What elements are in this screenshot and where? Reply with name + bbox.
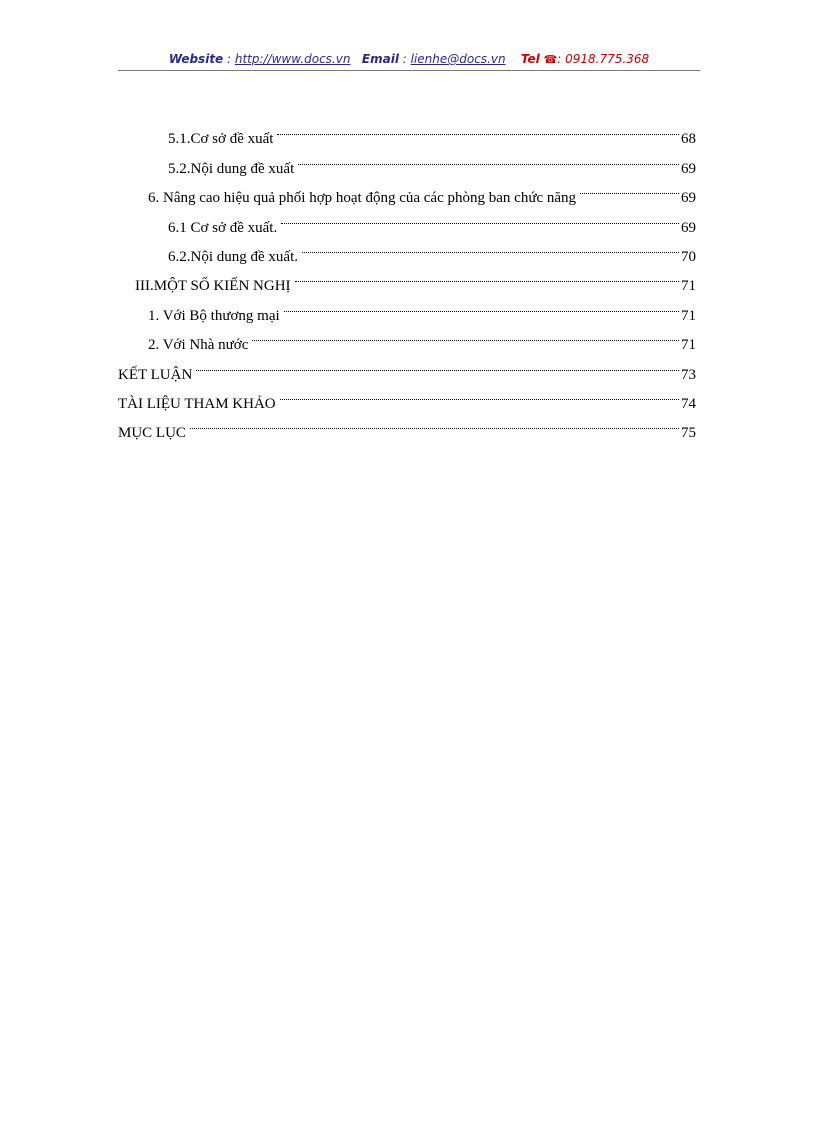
toc-entry-title: 5.2.Nội dung đề xuất xyxy=(168,160,295,177)
website-link[interactable]: http://www.docs.vn xyxy=(234,52,351,66)
toc-entry[interactable] xyxy=(118,379,696,412)
phone-icon: ☎ xyxy=(543,53,558,66)
toc-leader-dots xyxy=(295,261,679,290)
toc-entry-title: 1. Với Bộ thương mại xyxy=(148,307,280,324)
toc-leader-dots xyxy=(302,232,679,261)
toc-entry-page: 74 xyxy=(681,395,696,412)
table-of-contents xyxy=(118,114,696,442)
toc-entry[interactable] xyxy=(118,349,696,383)
toc-entry[interactable] xyxy=(118,408,696,442)
toc-entry-page: 75 xyxy=(681,425,696,442)
toc-leader-dots xyxy=(252,320,679,349)
toc-entry-page: 69 xyxy=(681,219,696,236)
toc-entry-page: 71 xyxy=(681,337,696,354)
toc-leader-dots xyxy=(298,143,679,172)
toc-entry-title: III.MỘT SỐ KIẾN NGHỊ xyxy=(135,278,291,295)
tel-label: Tel xyxy=(520,52,540,66)
toc-entry-title: 6.2.Nội dung đề xuất. xyxy=(168,248,298,265)
toc-leader-dots xyxy=(196,349,679,378)
toc-entry-title: 2. Với Nhà nước xyxy=(148,337,249,354)
toc-entry-title: TÀI LIỆU THAM KHẢO xyxy=(118,395,276,412)
toc-leader-dots xyxy=(580,173,679,202)
toc-entry-title: 6.1 Cơ sở đề xuất. xyxy=(168,219,278,236)
toc-entry-page: 68 xyxy=(681,131,696,148)
email-link[interactable]: lienhe@docs.vn xyxy=(410,52,506,66)
toc-entry[interactable] xyxy=(118,114,696,148)
toc-entry-title: 6. Nâng cao hiệu quả phối hợp hoạt động của các phòng ban chức năng xyxy=(148,190,577,207)
toc-entry-page: 71 xyxy=(681,307,696,324)
toc-entry-title: MỤC LỤC xyxy=(118,425,186,442)
toc-entry-page: 69 xyxy=(681,190,696,207)
page-header xyxy=(118,50,700,69)
email-label: Email xyxy=(361,52,399,66)
toc-entry-title: 5.1.Cơ sở đề xuất xyxy=(168,131,274,148)
toc-leader-dots xyxy=(284,290,679,319)
toc-entry-page: 71 xyxy=(681,278,696,295)
toc-leader-dots xyxy=(280,379,679,408)
toc-entry-page: 70 xyxy=(681,248,696,265)
website-separator: : xyxy=(223,52,235,66)
website-label: Website xyxy=(168,52,224,66)
header-divider xyxy=(118,70,700,71)
toc-leader-dots xyxy=(277,114,679,143)
toc-entry-page: 73 xyxy=(681,366,696,383)
toc-leader-dots xyxy=(281,202,679,231)
email-separator: : xyxy=(398,52,411,66)
tel-number: : 0918.775.368 xyxy=(557,52,650,66)
toc-entry-page: 69 xyxy=(681,160,696,177)
toc-leader-dots xyxy=(190,408,679,437)
toc-entry-title: KẾT LUẬN xyxy=(118,366,193,383)
